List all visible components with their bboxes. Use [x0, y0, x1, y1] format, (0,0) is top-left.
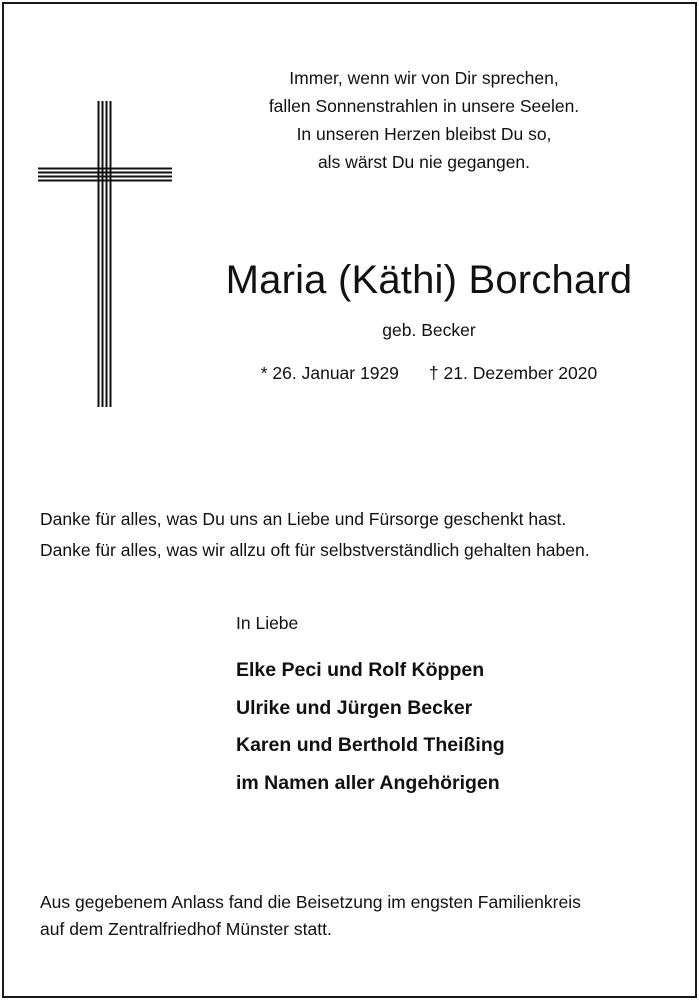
cross-icon	[38, 101, 172, 407]
poem-line: als wärst Du nie gegangen.	[317, 152, 531, 172]
life-dates	[164, 361, 694, 385]
death-date: † 21. Dezember 2020	[428, 363, 598, 383]
signer: Elke Peci und Rolf Köppen	[236, 659, 485, 681]
signers-list	[236, 652, 505, 802]
poem-line: In unseren Herzen bleibst Du so,	[296, 124, 552, 144]
poem-line: Immer, wenn wir von Dir sprechen,	[289, 68, 559, 88]
thanks-line: Danke für alles, was wir allzu oft für selbstverständlich gehalten haben.	[40, 540, 590, 560]
signer: Karen und Berthold Theißing	[236, 734, 505, 756]
burial-notice	[40, 889, 680, 943]
obituary-card	[2, 2, 697, 998]
poem-line: fallen Sonnenstrahlen in unsere Seelen.	[268, 96, 580, 116]
deceased-name: Maria (Käthi) Borchard	[225, 258, 633, 302]
thanks-line: Danke für alles, was Du uns an Liebe und Fürsorge geschenkt hast.	[40, 509, 567, 529]
signer: Ulrike und Jürgen Becker	[236, 696, 473, 719]
signer: im Namen aller Angehörigen	[236, 771, 500, 794]
thanks-text	[40, 504, 680, 566]
poem	[204, 64, 644, 176]
notice-line: auf dem Zentralfriedhof Münster statt.	[40, 919, 332, 939]
closing-phrase: In Liebe	[236, 613, 299, 633]
notice-line: Aus gegebenem Anlass fand die Beisetzung im engsten Familienkreis	[40, 892, 581, 912]
birth-date: * 26. Januar 1929	[260, 363, 399, 383]
maiden-name: geb. Becker	[382, 320, 476, 340]
